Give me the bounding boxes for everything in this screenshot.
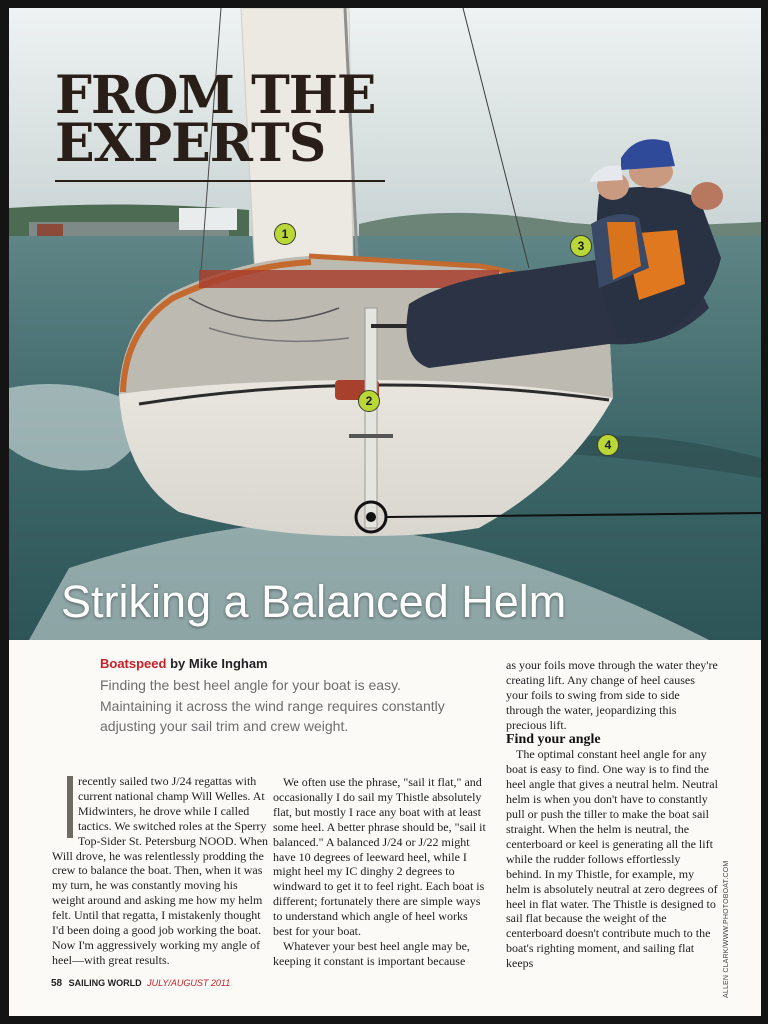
callout-marker-2: 2 bbox=[358, 390, 380, 412]
headline-line-2: EXPERTS bbox=[55, 113, 326, 174]
section-headline bbox=[55, 65, 376, 174]
page-footer bbox=[51, 978, 230, 989]
photo-credit: ALLEN CLARK/WWW.PHOTOBOAT.COM bbox=[723, 860, 730, 998]
magazine-name: SAILING WORLD bbox=[68, 978, 142, 988]
body-column-2 bbox=[273, 775, 487, 969]
column-3-paragraph-2: The optimal constant heel angle for any boat is easy to find. One way is to find the heel angle that gives a neutral helm. Neutral helm is when you don't have to constantly pull or push the tiller to make the boat sail straight. When the helm is neutral, the centerboard or keel is generating all the lift while the rudder follows effortlessly behind. In my Thistle, for example, my helm is absolutely neutral at zero degrees of heel in flat water. The Thistle is designed to sail flat because the weight of the centerboard doesn't contribute much to the boat's righting moment, and sailing flat keeps bbox=[506, 747, 718, 971]
issue-date: JULY/AUGUST 2011 bbox=[147, 978, 231, 988]
body-column-3 bbox=[506, 658, 718, 971]
callout-marker-1: 1 bbox=[274, 223, 296, 245]
sailboat-photo bbox=[9, 8, 761, 640]
column-1-text: recently sailed two J/24 regattas with current national champ Will Welles. At Midwinters, he drove while I called tactics. We switched roles at the Sperry Top-Sider St. Petersburg NOOD. When Will drove, he was relentlessly prodding the crew to balance the boat. Then, when it was my turn, he was constantly moving his weight around and asking me how my helm felt. Until that regatta, I mistakenly thought I'd been doing a good job working the boat. Now I'm aggressively working my angle of heel—with great results. bbox=[52, 774, 269, 967]
article-title: Striking a Balanced Helm bbox=[61, 576, 567, 627]
column-2-paragraph-1: We often use the phrase, "sail it flat," and occasionally I do sail my Thistle absolutely flat, but mostly I race any boat with at least some heel. A better phrase should be, "sail it balanced." A balanced J/24 or J/22 might have 10 degrees of leeward heel, while I might heel my IC dinghy 2 degrees to windward to get it to feel right. Each boat is different; fortunately there are simple ways to understand which angle of heel works best for your boat. bbox=[273, 775, 486, 939]
headline-line-1: FROM THE bbox=[55, 65, 376, 126]
kicker bbox=[100, 656, 460, 671]
article-deck bbox=[100, 656, 460, 737]
column-3-subhead: Find your angle bbox=[506, 731, 601, 747]
callout-marker-3: 3 bbox=[570, 235, 592, 257]
drop-cap-letter-i bbox=[67, 776, 73, 838]
column-2-paragraph-2: Whatever your best heel angle may be, keeping it constant is important because bbox=[273, 938, 470, 968]
drop-cap bbox=[52, 774, 78, 834]
callout-marker-4: 4 bbox=[597, 434, 619, 456]
page-number: 58 bbox=[51, 978, 63, 989]
body-column-1 bbox=[52, 774, 270, 968]
article-subtitle: Finding the best heel angle for your boat is easy. Maintaining it across the wind range requires constantly adjusting your sail trim and crew weight. bbox=[100, 677, 445, 734]
magazine-page bbox=[9, 8, 761, 1016]
byline: by Mike Ingham bbox=[170, 656, 268, 671]
section-label: Boatspeed bbox=[100, 656, 167, 671]
headline-rule bbox=[55, 180, 385, 182]
column-3-paragraph-1: as your foils move through the water they're creating lift. Any change of heel causes your foils to swing from side to side through the water, jeopardizing this precious lift. bbox=[506, 658, 718, 732]
